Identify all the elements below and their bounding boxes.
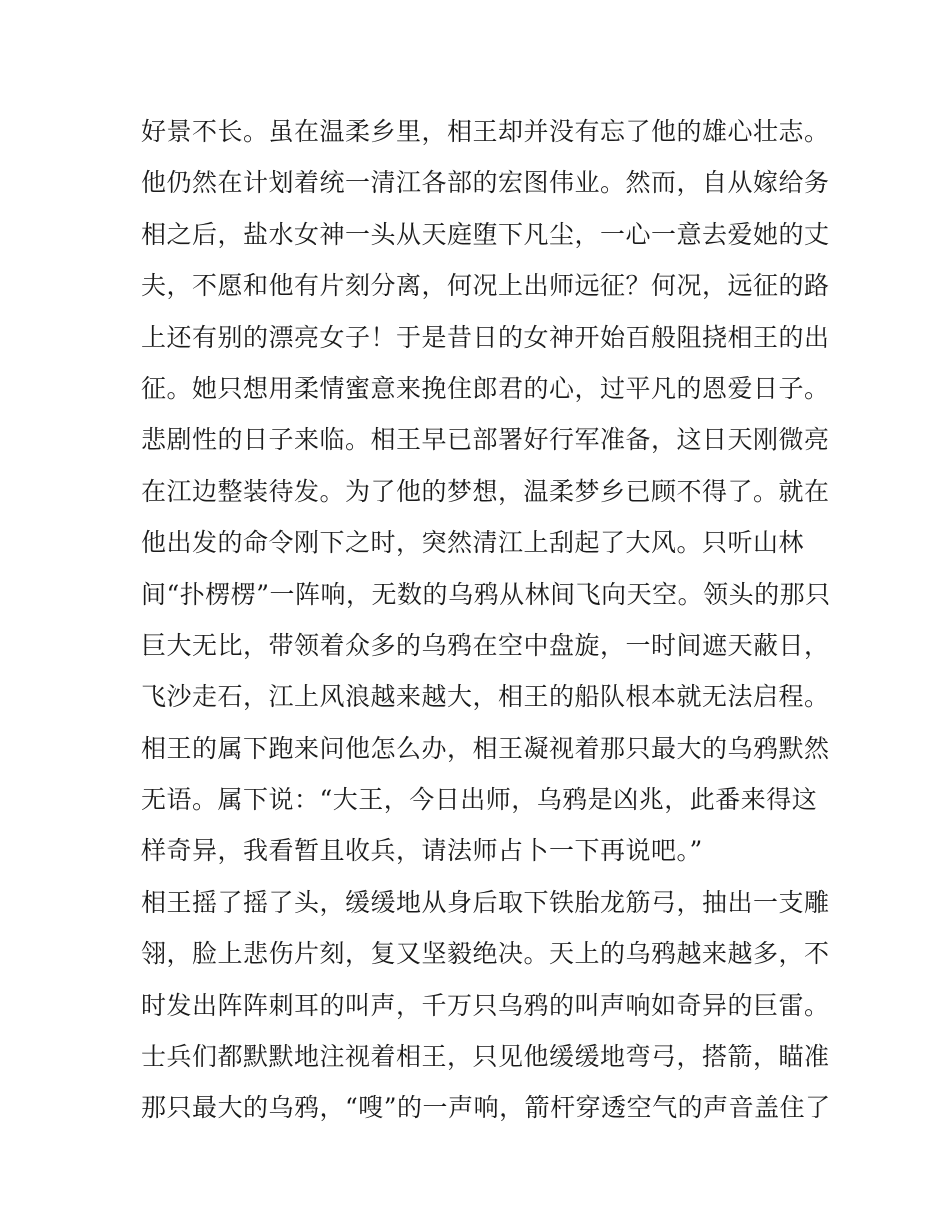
text-line: 无语。属下说：“大王，今日出师，乌鸦是凶兆，此番来得这 (141, 785, 818, 815)
text-line: 他出发的命令刚下之时，突然清江上刮起了大风。只听山林 (141, 528, 805, 558)
text-line: 征。她只想用柔情蜜意来挽住郎君的心，过平凡的恩爱日子。 (141, 373, 830, 403)
text-line: 飞沙走石，江上风浪越来越大，相王的船队根本就无法启程。 (141, 682, 830, 712)
text-line: 巨大无比，带领着众多的乌鸦在空中盘旋，一时间遮天蔽日， (141, 630, 830, 660)
text-line: 士兵们都默默地注视着相王，只见他缓缓地弯弓，搭箭，瞄准 (141, 1042, 830, 1072)
text-line: 上还有别的漂亮女子！于是昔日的女神开始百般阻挠相王的出 (141, 322, 830, 352)
text-line: 悲剧性的日子来临。相王早已部署好行军准备，这日天刚微亮 (141, 425, 830, 455)
text-line: 好景不长。虽在温柔乡里，相王却并没有忘了他的雄心壮志。 (141, 117, 830, 146)
text-line: 间“扑楞楞”一阵响，无数的乌鸦从林间飞向天空。领头的那只 (141, 579, 831, 609)
text-line: 相王摇了摇了头，缓缓地从身后取下铁胎龙筋弓，抽出一支雕 (141, 887, 830, 917)
text-line: 那只最大的乌鸦，“嗖”的一声响，箭杆穿透空气的声音盖住了 (141, 1093, 831, 1123)
document-body (141, 106, 831, 1134)
text-line: 时发出阵阵刺耳的叫声，千万只乌鸦的叫声响如奇异的巨雷。 (141, 990, 830, 1020)
text-line: 翎，脸上悲伤片刻，复又坚毅绝决。天上的乌鸦越来越多，不 (141, 939, 830, 969)
text-line: 相之后，盐水女神一头从天庭堕下凡尘，一心一意去爱她的丈 (141, 219, 830, 249)
text-line: 他仍然在计划着统一清江各部的宏图伟业。然而，自从嫁给务 (141, 168, 830, 198)
text-line: 在江边整装待发。为了他的梦想，温柔梦乡已顾不得了。就在 (141, 476, 830, 506)
text-line: 样奇异，我看暂且收兵，请法师占卜一下再说吧。” (141, 836, 703, 866)
text-line: 夫，不愿和他有片刻分离，何况上出师远征？何况，远征的路 (141, 271, 830, 301)
text-line: 相王的属下跑来问他怎么办，相王凝视着那只最大的乌鸦默然 (141, 733, 830, 763)
